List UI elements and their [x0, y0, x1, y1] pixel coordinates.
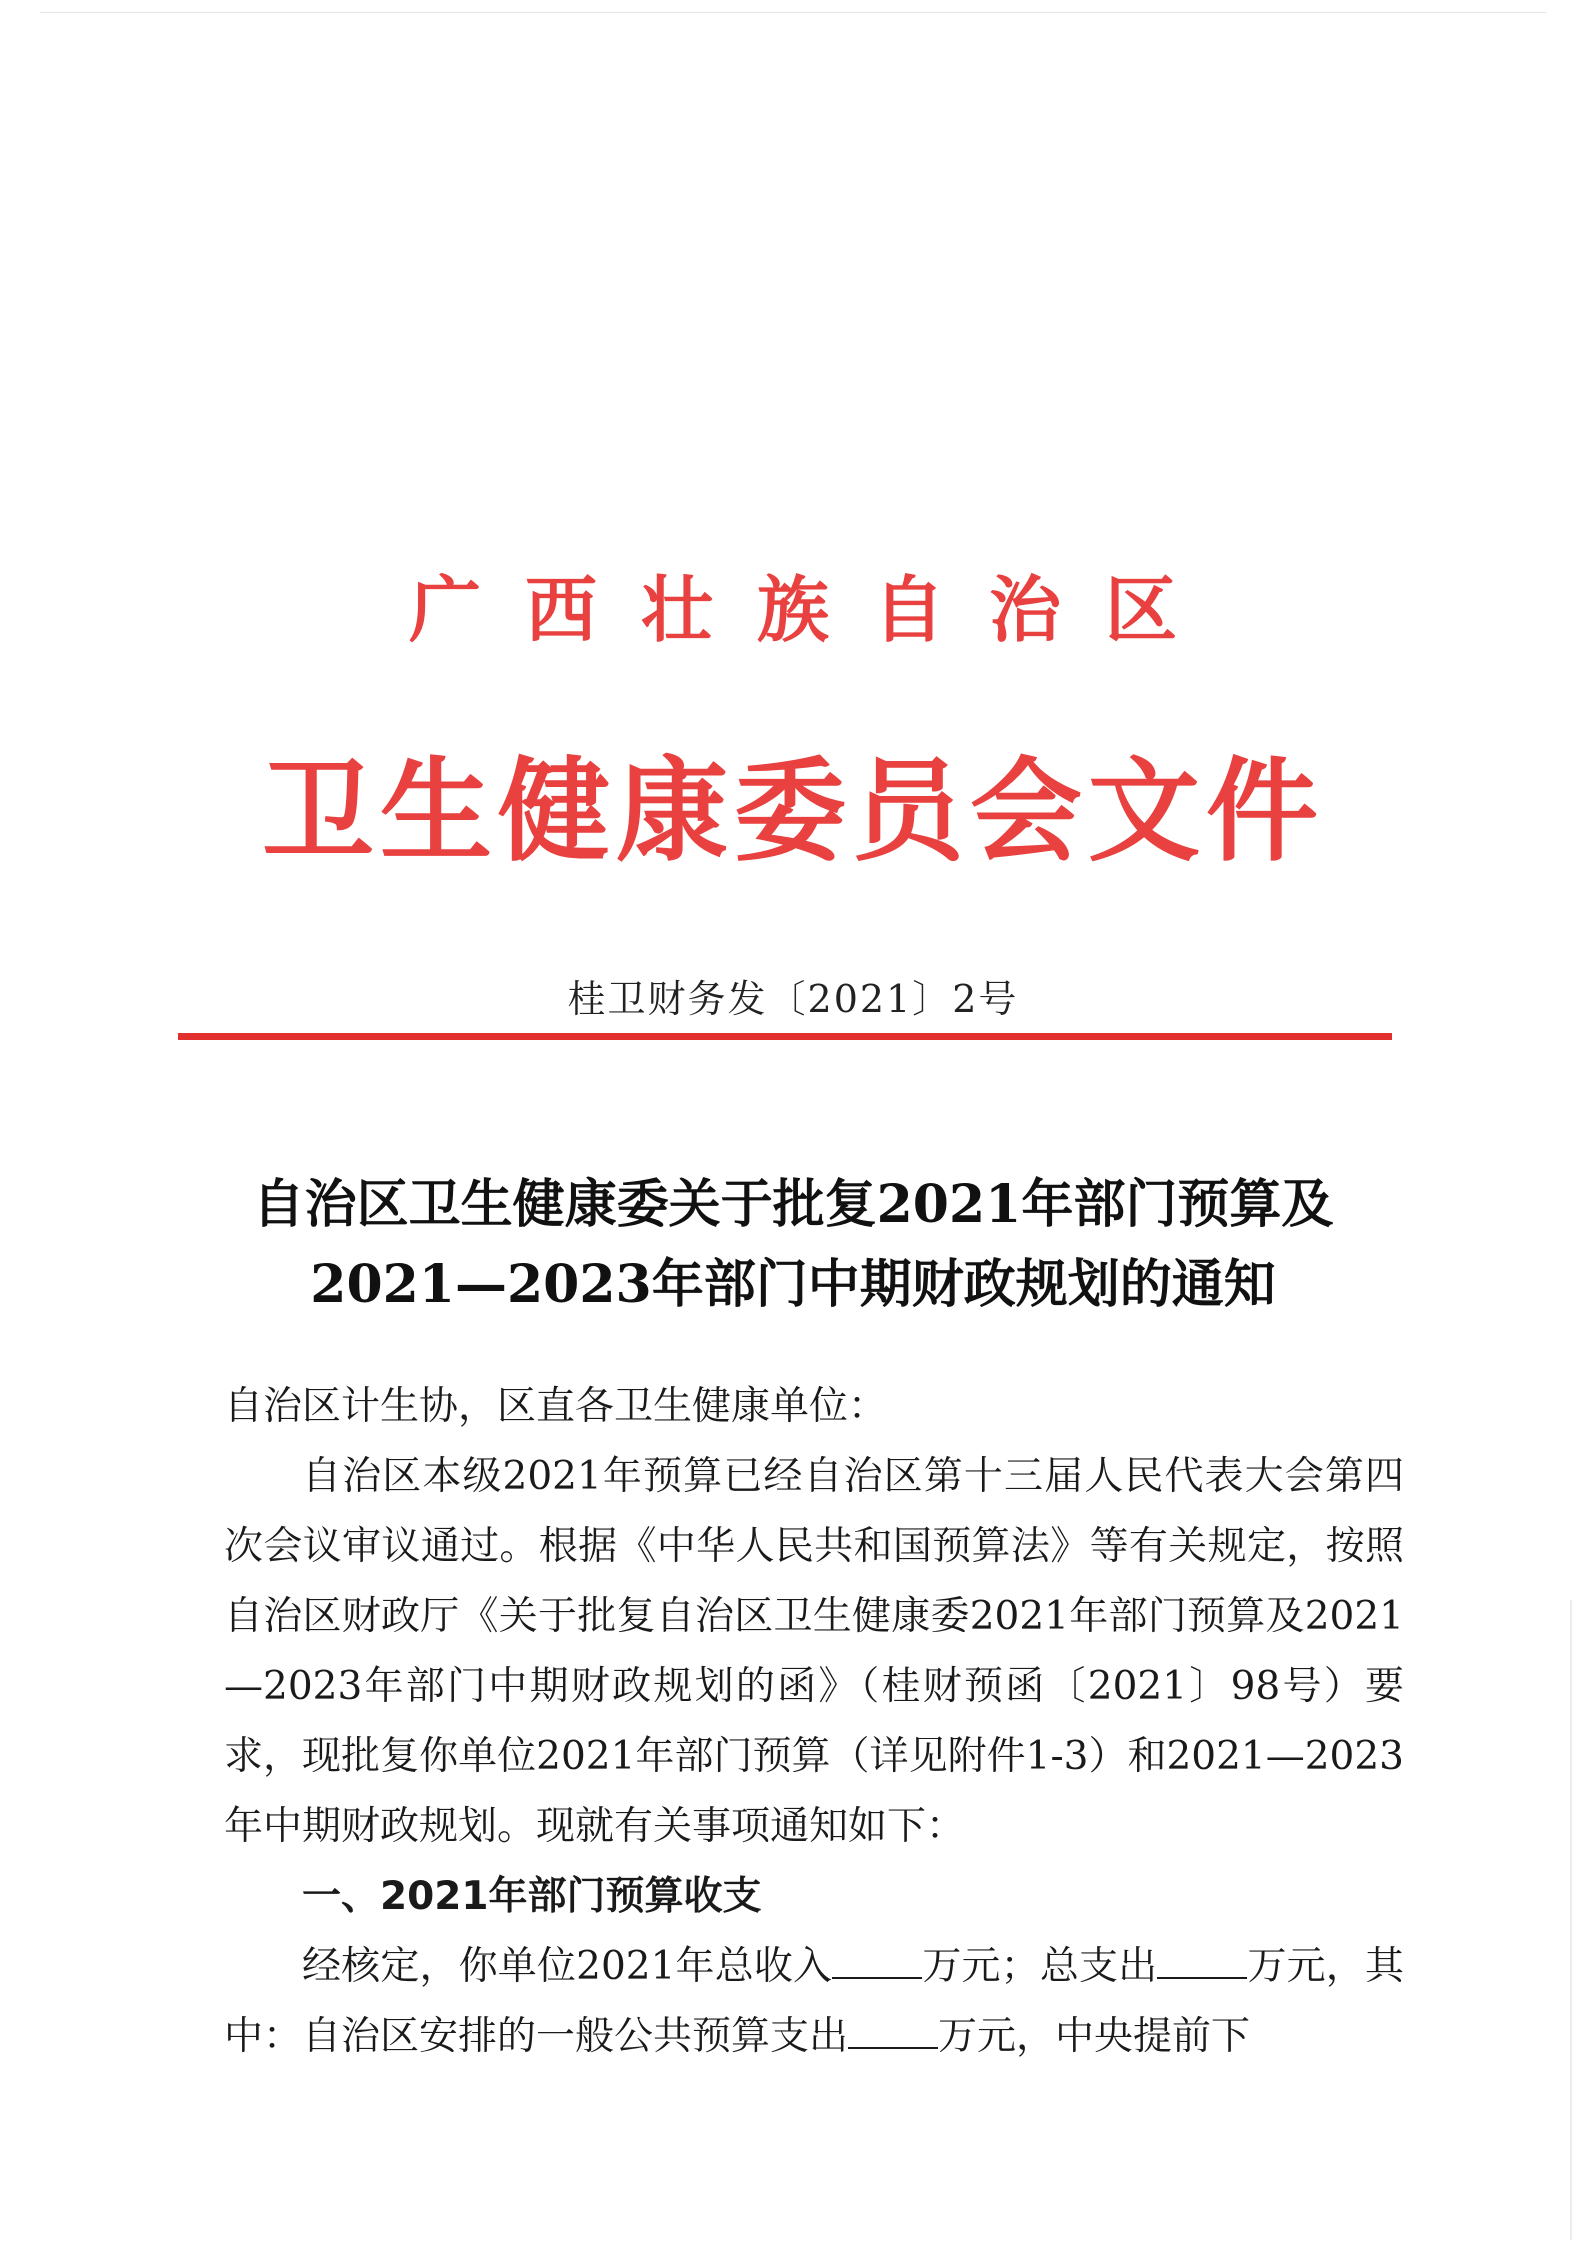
blank-general-budget	[848, 2013, 938, 2049]
issuer-region: 广西壮族自治区	[408, 567, 1221, 652]
paragraph-2-text: 万元，其中：自治区安排的一般公共预算支出	[224, 1944, 1404, 2059]
paragraph-2	[224, 1932, 1404, 2072]
salutation: 自治区计生协，区直各卫生健康单位：	[224, 1384, 888, 1429]
scan-edge-line	[40, 12, 1546, 13]
document-number: 桂卫财务发〔2021〕2号	[567, 977, 1019, 1021]
paragraph-2-text: 万元；总支出	[922, 1944, 1158, 1989]
paragraph-2-text: 经核定，你单位2021年总收入	[302, 1944, 833, 1989]
blank-total-expense	[1157, 1943, 1247, 1979]
paragraph-1: 自治区本级2021年预算已经自治区第十三届人民代表大会第四次会议审议通过。根据《中华人民共和国预算法》等有关规定，按照自治区财政厅《关于批复自治区卫生健康委2021年部门预算及2021—2023年部门中期财政规划的函》（桂财预函〔2021〕98号）要求，现批复你单位2021年部门预算（详见附件1-3）和2021—2023年中期财政规划。现就有关事项通知如下：	[224, 1454, 1404, 1849]
section-heading-1: 一、2021年部门预算收支	[302, 1874, 762, 1919]
scan-edge-line-right	[1570, 1600, 1572, 2240]
document-title-line1: 自治区卫生健康委关于批复2021年部门预算及	[252, 1174, 1334, 1235]
document-title-line2: 2021—2023年部门中期财政规划的通知	[310, 1254, 1276, 1315]
issuer-agency: 卫生健康委员会文件	[262, 746, 1324, 877]
blank-total-income	[832, 1943, 922, 1979]
red-divider	[178, 1033, 1392, 1040]
document-body	[224, 1372, 1404, 2072]
paragraph-2-text: 万元，中央提前下	[938, 2014, 1251, 2059]
